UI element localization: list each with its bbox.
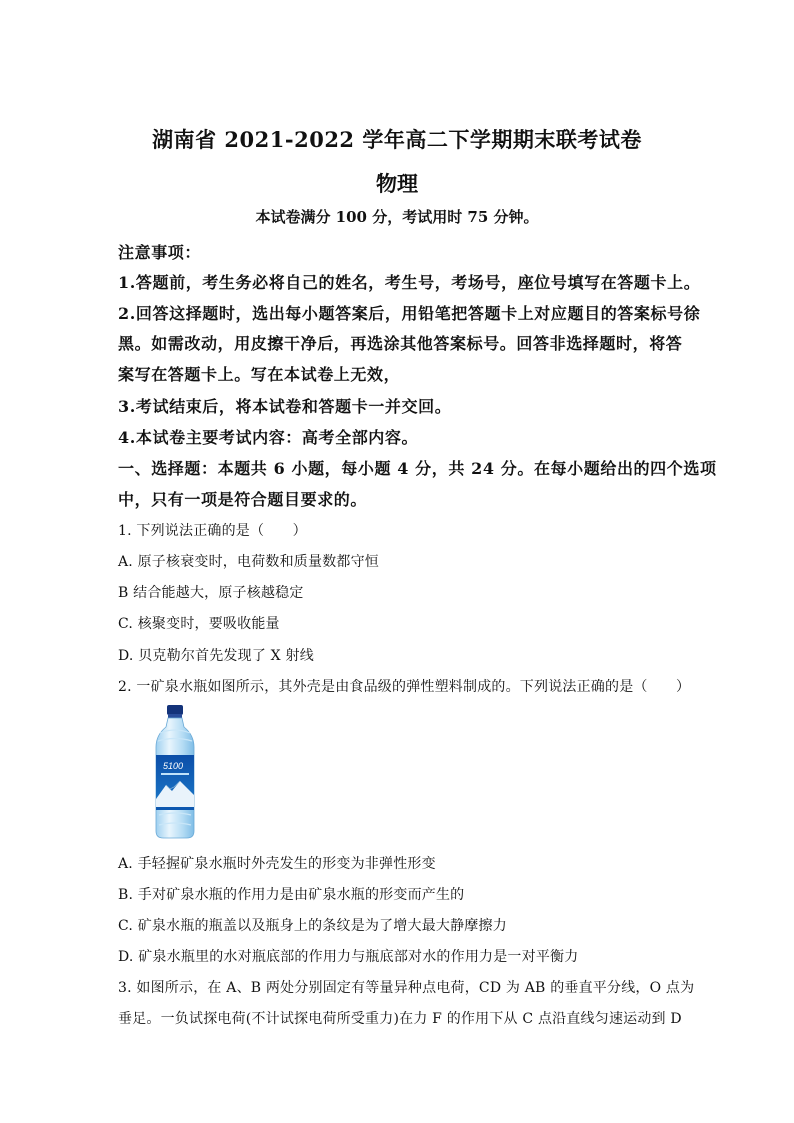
question-3-line: 垂足。一负试探电荷(不计试探电荷所受重力)在力 F 的作用下从 C 点沿直线匀速运动到 D	[118, 1011, 682, 1027]
question-2-option: D. 矿泉水瓶里的水对瓶底部的作用力与瓶底部对水的作用力是一对平衡力	[118, 949, 579, 965]
question-1-stem: 1. 下列说法正确的是（ ）	[118, 523, 307, 539]
question-2-option: C. 矿泉水瓶的瓶盖以及瓶身上的条纹是为了增大最大静摩擦力	[118, 918, 507, 934]
question-1-option: B 结合能越大，原子核越稳定	[118, 585, 304, 601]
notice-line: 1.答题前，考生务必将自己的姓名，考生号，考场号，座位号填写在答题卡上。	[118, 273, 701, 292]
question-2-option: B. 手对矿泉水瓶的作用力是由矿泉水瓶的形变而产生的	[118, 887, 465, 903]
notice-line: 2.回答这择题时，选出每小题答案后，用铅笔把答题卡上对应题目的答案标号徐	[118, 304, 701, 323]
question-2-stem: 2. 一矿泉水瓶如图所示，其外壳是由食品级的弹性塑料制成的。下列说法正确的是（ ）	[118, 679, 691, 695]
water-bottle-image	[150, 703, 200, 840]
question-2-option: A. 手轻握矿泉水瓶时外壳发生的形变为非弹性形变	[118, 856, 436, 872]
notice-line: 案写在答题卡上。写在本试卷上无效，	[118, 365, 401, 384]
question-1-option: D. 贝克勒尔首先发现了 X 射线	[118, 648, 314, 664]
subject-title: 物理	[376, 171, 418, 196]
notice-line: 3.考试结束后，将本试卷和答题卡一并交回。	[118, 397, 452, 416]
bottle-brand-label: 5100	[163, 761, 184, 771]
question-1-option: C. 核聚变时，要吸收能量	[118, 616, 280, 632]
section-heading: 中，只有一项是符合题目要求的。	[118, 490, 368, 509]
question-1-option: A. 原子核衰变时，电荷数和质量数都守恒	[118, 554, 380, 570]
question-3-line: 3. 如图所示，在 A、B 两处分别固定有等量异种点电荷，CD 为 AB 的垂直平分线，O 点为	[118, 980, 695, 996]
notice-heading: 注意事项：	[118, 243, 202, 262]
exam-title: 湖南省 2021-2022 学年高二下学期期末联考试卷	[152, 127, 642, 152]
notice-line: 4.本试卷主要考试内容：高考全部内容。	[118, 428, 419, 447]
section-heading: 一、选择题：本题共 6 小题，每小题 4 分，共 24 分。在每小题给出的四个选项	[118, 459, 717, 478]
exam-info: 本试卷满分 100 分，考试用时 75 分钟。	[255, 208, 539, 226]
notice-line: 黑。如需改动，用皮擦干净后，再选涂其他答案标号。回答非选择题时，将答	[118, 334, 683, 353]
